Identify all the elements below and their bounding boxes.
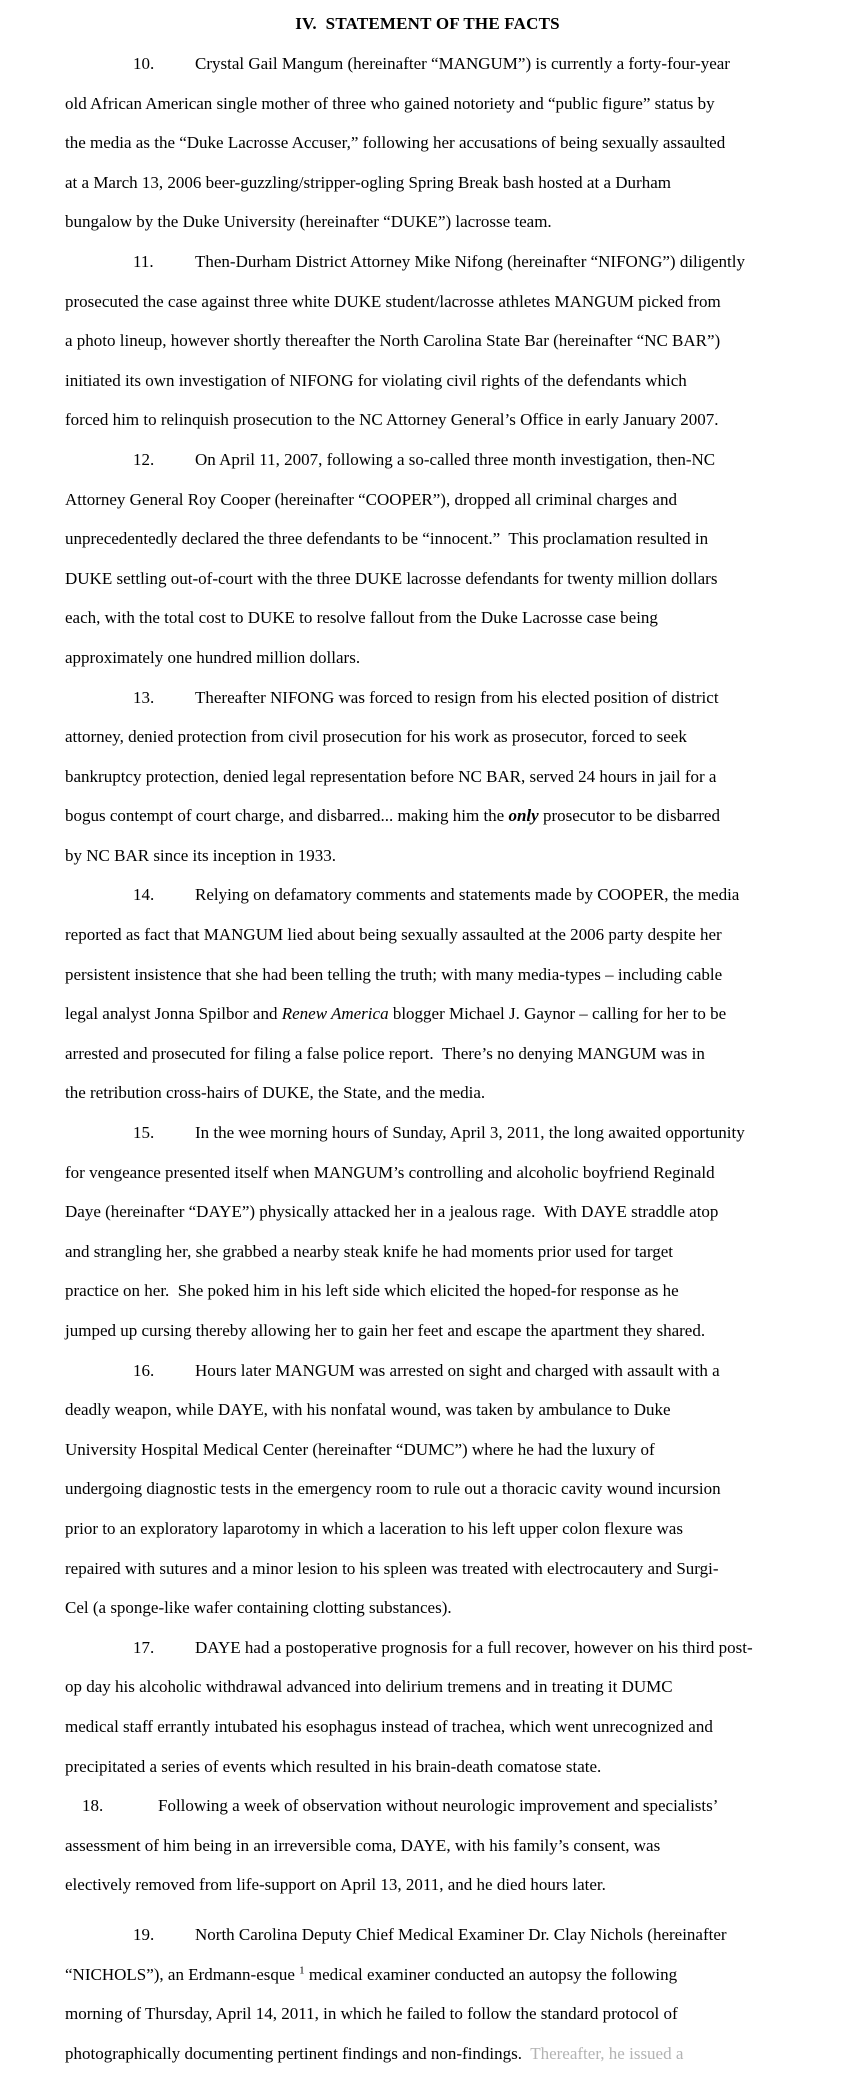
text-run: bungalow by the Duke University (hereinafter “DUKE”) lacrosse team. xyxy=(65,212,552,232)
document-body xyxy=(65,44,790,2073)
text-line xyxy=(65,44,790,84)
paragraph xyxy=(65,242,790,440)
text-line xyxy=(65,836,790,876)
text-run: Crystal Gail Mangum (hereinafter “MANGUM”) is currently a forty-four-year xyxy=(195,54,730,73)
text-run: a photo lineup, however shortly thereafter the North Carolina State Bar (hereinafter “NC BAR”) xyxy=(65,331,721,351)
section-heading: IV. STATEMENT OF THE FACTS xyxy=(295,14,560,33)
text-line xyxy=(65,1747,790,1787)
paragraph xyxy=(65,440,790,678)
text-line xyxy=(65,638,790,678)
text-line xyxy=(65,1271,790,1311)
text-line xyxy=(65,1311,790,1351)
text-line xyxy=(65,361,790,401)
text-line xyxy=(65,202,790,242)
text-line xyxy=(65,678,790,718)
text-run: Thereafter NIFONG was forced to resign from his elected position of district xyxy=(195,687,719,707)
text-run: photographically documenting pertinent findings and non-findings. xyxy=(65,2043,531,2063)
paragraph xyxy=(65,44,790,242)
text-line xyxy=(65,321,790,361)
text-run: repaired with sutures and a minor lesion to his spleen was treated with electrocautery and Surgi- xyxy=(65,1558,719,1578)
text-run: Then-Durham District Attorney Mike Nifong (hereinafter “NIFONG”) diligently xyxy=(195,251,745,271)
text-run: practice on her. She poked him in his left side which elicited the hoped-for response as he xyxy=(65,1281,679,1301)
text-run: University Hospital Medical Center (hereinafter “DUMC”) where he had the luxury of xyxy=(65,1439,655,1459)
text-run: In the wee morning hours of Sunday, April 3, 2011, the long awaited opportunity xyxy=(195,1123,745,1143)
text-line xyxy=(65,1232,790,1272)
text-run: jumped up cursing thereby allowing her to gain her feet and escape the apartment they shared. xyxy=(65,1321,706,1340)
text-run: bogus contempt of court charge, and disbarred... making him the xyxy=(65,806,509,826)
text-line xyxy=(65,282,790,322)
text-run: deadly weapon, while DAYE, with his nonfatal wound, was taken by ambulance to Duke xyxy=(65,1400,671,1420)
text-run: reported as fact that MANGUM lied about being sexually assaulted at the 2006 party despite her xyxy=(65,925,722,945)
text-run: DAYE had a postoperative prognosis for a full recover, however on his third post- xyxy=(195,1637,753,1657)
paragraph-number: 17. xyxy=(133,1637,155,1657)
text-run: persistent insistence that she had been telling the truth; with many media-types – including cable xyxy=(65,964,723,984)
text-run: medical staff errantly intubated his esophagus instead of trachea, which went unrecognized and xyxy=(65,1716,713,1736)
text-run: prosecuted the case against three white DUKE student/lacrosse athletes MANGUM picked from xyxy=(65,291,721,311)
paragraph-number: 19. xyxy=(133,1924,155,1944)
text-line xyxy=(65,1707,790,1747)
paragraph-number: 16. xyxy=(133,1360,155,1380)
text-line xyxy=(65,1073,790,1113)
text-run: assessment of him being in an irreversible coma, DAYE, with his family’s consent, was xyxy=(65,1835,661,1855)
text-run: for vengeance presented itself when MANGUM’s controlling and alcoholic boyfriend Reginald xyxy=(65,1162,715,1182)
text-line xyxy=(65,440,790,480)
text-line xyxy=(65,1192,790,1232)
text-line xyxy=(65,598,790,638)
text-run: each, with the total cost to DUKE to resolve fallout from the Duke Lacrosse case being xyxy=(65,608,658,628)
text-line xyxy=(65,1955,790,1995)
paragraph xyxy=(65,1351,790,1628)
text-run: Daye (hereinafter “DAYE”) physically attacked her in a jealous rage. With DAYE straddle atop xyxy=(65,1202,719,1222)
paragraph xyxy=(65,1113,790,1351)
paragraph-number: 10. xyxy=(133,54,155,73)
text-line xyxy=(65,1865,790,1905)
text-line xyxy=(65,796,790,836)
text-line xyxy=(65,1667,790,1707)
paragraph xyxy=(65,875,790,1113)
text-line xyxy=(65,1549,790,1589)
text-run: bankruptcy protection, denied legal representation before NC BAR, served 24 hours in jail for a xyxy=(65,766,717,786)
text-run: at a March 13, 2006 beer-guzzling/stripper-ogling Spring Break bash hosted at a Durham xyxy=(65,172,671,192)
text-run: undergoing diagnostic tests in the emergency room to rule out a thoracic cavity wound incursion xyxy=(65,1479,721,1499)
text-run: electively removed from life-support on April 13, 2011, and he died hours later. xyxy=(65,1875,606,1895)
text-line xyxy=(65,1786,790,1826)
text-line xyxy=(65,1034,790,1074)
text-line xyxy=(65,1628,790,1668)
paragraph-number: 14. xyxy=(133,885,155,905)
text-run: Hours later MANGUM was arrested on sight and charged with assault with a xyxy=(195,1360,720,1380)
text-run: by NC BAR since its inception in 1933. xyxy=(65,845,337,865)
text-line xyxy=(65,1994,790,2034)
text-run: morning of Thursday, April 14, 2011, in which he failed to follow the standard protocol of xyxy=(65,2004,678,2024)
text-run: North Carolina Deputy Chief Medical Examiner Dr. Clay Nichols (hereinafter xyxy=(195,1924,727,1944)
text-line xyxy=(65,1113,790,1153)
text-line xyxy=(65,717,790,757)
text-line xyxy=(65,242,790,282)
text-line xyxy=(65,915,790,955)
text-run: precipitated a series of events which resulted in his brain-death comatose state. xyxy=(65,1756,602,1776)
text-run: approximately one hundred million dollars. xyxy=(65,647,361,667)
text-run: the media as the “Duke Lacrosse Accuser,” following her accusations of being sexually assaulted xyxy=(65,133,726,153)
text-run: arrested and prosecuted for filing a false police report. There’s no denying MANGUM was in xyxy=(65,1043,705,1063)
text-line xyxy=(65,123,790,163)
text-line xyxy=(65,757,790,797)
faded-text: Thereafter, he issued a xyxy=(530,2043,684,2063)
text-line xyxy=(65,2034,790,2073)
text-line xyxy=(65,400,790,440)
text-line xyxy=(65,1351,790,1391)
paragraph xyxy=(65,1628,790,1786)
text-line xyxy=(65,875,790,915)
paragraph-number: 18. xyxy=(82,1796,104,1816)
text-run: and strangling her, she grabbed a nearby steak knife he had moments prior used for target xyxy=(65,1241,673,1261)
text-run: blogger Michael J. Gaynor – calling for her to be xyxy=(388,1004,727,1024)
paragraph-number: 12. xyxy=(133,449,155,469)
text-line xyxy=(65,1430,790,1470)
paragraph-number: 11. xyxy=(133,251,154,271)
text-run: 1 xyxy=(299,1963,305,1976)
text-run: On April 11, 2007, following a so-called three month investigation, then-NC xyxy=(195,449,716,469)
text-run: medical examiner conducted an autopsy the following xyxy=(304,1964,678,1984)
text-line xyxy=(65,480,790,520)
text-run: prior to an exploratory laparotomy in which a laceration to his left upper colon flexure was xyxy=(65,1518,683,1538)
text-run: Relying on defamatory comments and statements made by COOPER, the media xyxy=(195,885,740,905)
paragraph-number: 13. xyxy=(133,687,155,707)
text-run: prosecutor to be disbarred xyxy=(538,806,720,826)
text-run: “NICHOLS”), an Erdmann-esque xyxy=(65,1964,300,1984)
text-line xyxy=(65,84,790,124)
text-line xyxy=(65,1826,790,1866)
text-run: initiated its own investigation of NIFONG for violating civil rights of the defendants which xyxy=(65,370,687,390)
text-line xyxy=(65,1588,790,1628)
text-run: Following a week of observation without neurologic improvement and specialists’ xyxy=(158,1796,719,1816)
text-line xyxy=(65,1390,790,1430)
text-line xyxy=(65,1509,790,1549)
paragraph xyxy=(65,678,790,876)
text-run: Renew America xyxy=(281,1004,389,1024)
paragraph xyxy=(65,1786,790,1905)
text-run: attorney, denied protection from civil prosecution for his work as prosecutor, forced to seek xyxy=(65,727,687,747)
text-run: only xyxy=(508,806,539,826)
text-run: DUKE settling out-of-court with the three DUKE lacrosse defendants for twenty million dollars xyxy=(65,568,718,588)
text-line xyxy=(65,1469,790,1509)
text-line xyxy=(65,955,790,995)
text-run: the retribution cross-hairs of DUKE, the State, and the media. xyxy=(65,1083,486,1103)
text-run: op day his alcoholic withdrawal advanced into delirium tremens and in treating it DUMC xyxy=(65,1677,673,1697)
paragraph-number: 15. xyxy=(133,1123,155,1143)
text-line xyxy=(65,994,790,1034)
paragraph xyxy=(65,1915,790,2073)
text-run: forced him to relinquish prosecution to the NC Attorney General’s Office in early January 2007. xyxy=(65,410,719,430)
text-line xyxy=(65,519,790,559)
text-run: legal analyst Jonna Spilbor and xyxy=(65,1004,282,1024)
text-run: old African American single mother of three who gained notoriety and “public figure” status by xyxy=(65,93,715,113)
text-run: Cel (a sponge-like wafer containing clotting substances). xyxy=(65,1598,452,1618)
text-line xyxy=(65,163,790,203)
text-line xyxy=(65,1153,790,1193)
text-line xyxy=(65,559,790,599)
text-run: unprecedentedly declared the three defendants to be “innocent.” This proclamation resulted in xyxy=(65,529,709,549)
text-line xyxy=(65,1915,790,1955)
text-run: Attorney General Roy Cooper (hereinafter “COOPER”), dropped all criminal charges and xyxy=(65,489,677,509)
